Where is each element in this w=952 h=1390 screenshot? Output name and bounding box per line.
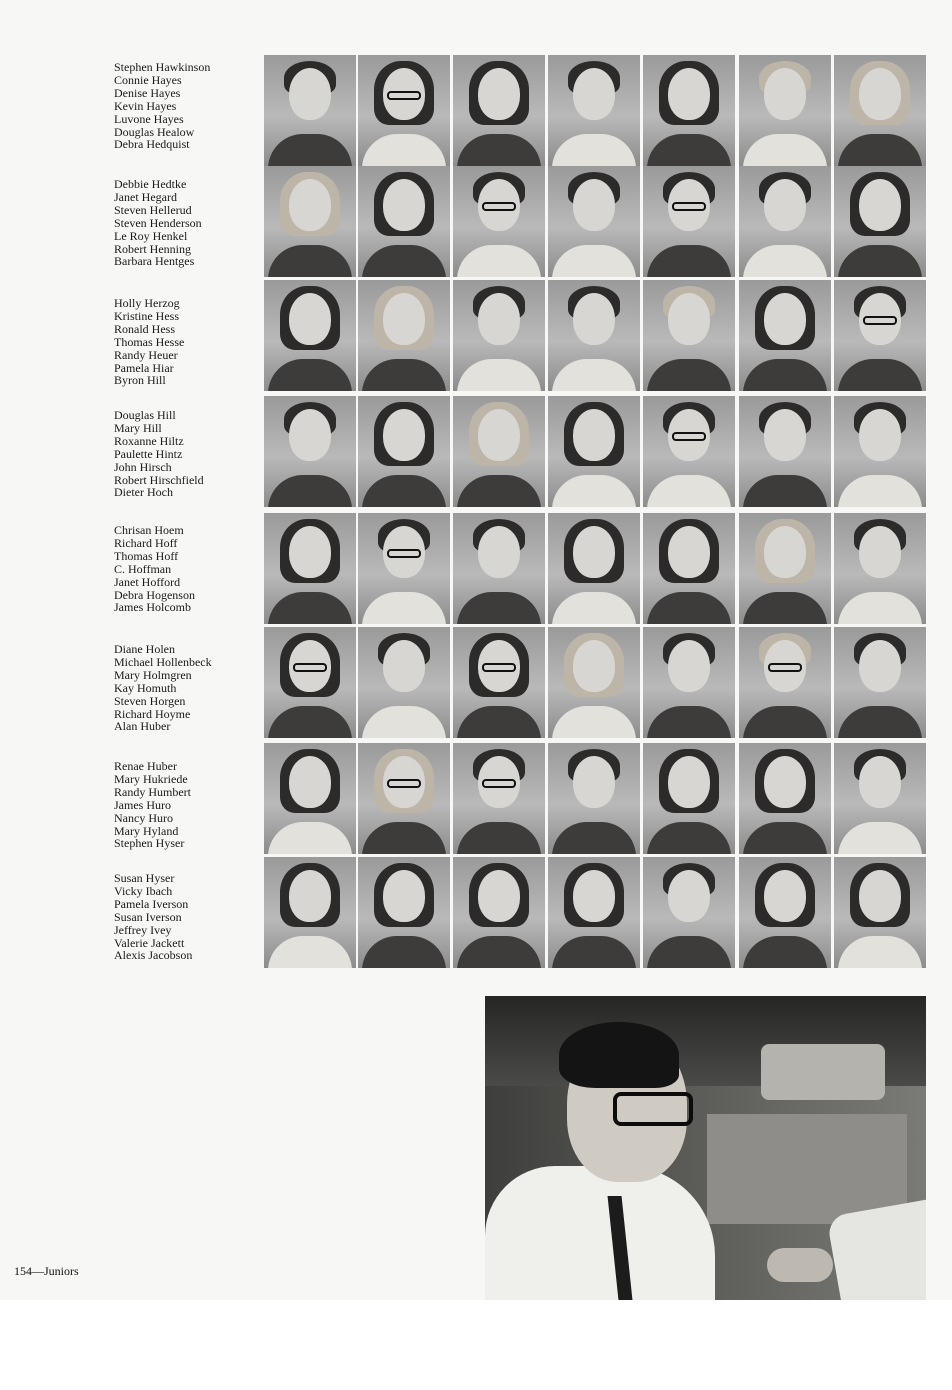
- student-name: Robert Henning: [114, 241, 191, 256]
- student-portrait: [643, 280, 735, 391]
- student-portrait: [739, 627, 831, 738]
- portrait-row: [264, 627, 926, 738]
- student-name: Kristine Hess: [114, 308, 179, 323]
- student-portrait: [358, 55, 450, 166]
- student-name: James Huro: [114, 797, 171, 812]
- student-portrait: [548, 55, 640, 166]
- student-name: Dieter Hoch: [114, 485, 173, 500]
- student-portrait: [358, 743, 450, 854]
- student-portrait: [834, 513, 926, 624]
- student-name: Janet Hegard: [114, 189, 177, 204]
- student-name: Randy Humbert: [114, 784, 191, 799]
- student-name: Susan Hyser: [114, 871, 175, 885]
- student-name: Pamela Iverson: [114, 896, 189, 911]
- student-portrait: [739, 280, 831, 391]
- student-name: Susan Iverson: [114, 909, 182, 924]
- student-name: James Holcomb: [114, 600, 191, 615]
- student-name: John Hirsch: [114, 459, 172, 474]
- student-name: Kevin Hayes: [114, 98, 177, 113]
- candid-typewriter: [761, 1044, 885, 1100]
- glasses-icon: [387, 91, 421, 100]
- student-portrait: [834, 396, 926, 507]
- student-portrait: [739, 396, 831, 507]
- student-name: Steven Hellerud: [114, 202, 192, 217]
- portrait-row: [264, 55, 926, 166]
- student-portrait: [358, 513, 450, 624]
- student-portrait: [453, 166, 545, 277]
- student-portrait: [264, 743, 356, 854]
- candid-glasses: [613, 1092, 693, 1126]
- student-name: Steven Horgen: [114, 693, 186, 708]
- student-name: Byron Hill: [114, 373, 166, 388]
- student-name: Le Roy Henkel: [114, 228, 188, 243]
- student-name: Mary Hukriede: [114, 771, 188, 786]
- candid-shirt: [485, 1166, 715, 1300]
- student-portrait: [264, 396, 356, 507]
- glasses-icon: [482, 779, 516, 788]
- student-name: Mary Hyland: [114, 823, 179, 838]
- glasses-icon: [672, 432, 706, 441]
- portrait-row: [264, 396, 926, 507]
- student-name: Luvone Hayes: [114, 111, 184, 126]
- student-portrait: [834, 857, 926, 968]
- portrait-row: [264, 857, 926, 968]
- student-portrait: [643, 857, 735, 968]
- name-list: [114, 872, 192, 962]
- student-name: Denise Hayes: [114, 85, 181, 100]
- student-portrait: [358, 627, 450, 738]
- student-portrait: [453, 55, 545, 166]
- student-name: Steven Henderson: [114, 215, 202, 230]
- candid-hand: [767, 1248, 833, 1282]
- student-portrait: [358, 166, 450, 277]
- student-name: Mary Hill: [114, 420, 162, 435]
- glasses-icon: [293, 663, 327, 672]
- student-name: Paulette Hintz: [114, 446, 183, 461]
- student-portrait: [834, 743, 926, 854]
- student-portrait: [643, 513, 735, 624]
- glasses-icon: [387, 779, 421, 788]
- student-portrait: [264, 627, 356, 738]
- student-portrait: [358, 857, 450, 968]
- student-portrait: [264, 280, 356, 391]
- student-name: Mary Holmgren: [114, 667, 192, 682]
- student-portrait: [548, 280, 640, 391]
- student-portrait: [453, 280, 545, 391]
- student-portrait: [739, 55, 831, 166]
- name-list: [114, 178, 202, 268]
- student-portrait: [834, 166, 926, 277]
- student-name: Debra Hogenson: [114, 587, 195, 602]
- student-portrait: [264, 166, 356, 277]
- student-portrait: [643, 743, 735, 854]
- student-name: Richard Hoyme: [114, 706, 191, 721]
- student-portrait: [548, 166, 640, 277]
- portrait-row: [264, 743, 926, 854]
- student-name: Stephen Hawkinson: [114, 60, 211, 74]
- student-name: Diane Holen: [114, 642, 175, 656]
- student-portrait: [739, 857, 831, 968]
- student-name: Renae Huber: [114, 759, 177, 773]
- student-name: Ronald Hess: [114, 321, 175, 336]
- student-name: Douglas Healow: [114, 124, 195, 139]
- student-portrait: [548, 627, 640, 738]
- student-name: Debra Hedquist: [114, 137, 190, 152]
- student-portrait: [643, 55, 735, 166]
- student-portrait: [264, 55, 356, 166]
- student-portrait: [264, 513, 356, 624]
- student-portrait: [739, 513, 831, 624]
- student-portrait: [548, 857, 640, 968]
- student-portrait: [834, 280, 926, 391]
- candid-hair: [559, 1022, 679, 1088]
- glasses-icon: [672, 202, 706, 211]
- student-name: Barbara Hentges: [114, 254, 195, 269]
- name-list: [114, 409, 204, 499]
- student-portrait: [834, 627, 926, 738]
- student-name: Kay Homuth: [114, 680, 177, 695]
- student-portrait: [548, 396, 640, 507]
- student-portrait: [548, 743, 640, 854]
- glasses-icon: [387, 549, 421, 558]
- glasses-icon: [863, 316, 897, 325]
- glasses-icon: [482, 663, 516, 672]
- student-portrait: [453, 396, 545, 507]
- glasses-icon: [768, 663, 802, 672]
- student-name: Nancy Huro: [114, 810, 173, 825]
- name-list: [114, 643, 212, 733]
- student-name: Pamela Hiar: [114, 360, 174, 375]
- student-name: Roxanne Hiltz: [114, 433, 184, 448]
- student-name: Thomas Hesse: [114, 334, 185, 349]
- student-portrait: [739, 166, 831, 277]
- student-name: Robert Hirschfield: [114, 472, 204, 487]
- student-portrait: [643, 166, 735, 277]
- student-portrait: [264, 857, 356, 968]
- name-list: [114, 61, 210, 151]
- student-portrait: [548, 513, 640, 624]
- student-name: Chrisan Hoem: [114, 523, 184, 537]
- student-name: Alan Huber: [114, 719, 171, 734]
- portrait-row: [264, 513, 926, 624]
- student-portrait: [453, 627, 545, 738]
- student-name: Randy Heuer: [114, 347, 178, 362]
- student-portrait: [453, 743, 545, 854]
- student-name: Janet Hofford: [114, 574, 181, 589]
- student-name: Stephen Hyser: [114, 836, 185, 851]
- name-list: [114, 297, 184, 387]
- student-name: Douglas Hill: [114, 408, 176, 422]
- student-name: Thomas Hoff: [114, 548, 179, 563]
- student-portrait: [358, 280, 450, 391]
- student-name: Michael Hollenbeck: [114, 654, 212, 669]
- student-name: Richard Hoff: [114, 535, 178, 550]
- glasses-icon: [482, 202, 516, 211]
- student-name: Holly Herzog: [114, 296, 180, 310]
- student-portrait: [834, 55, 926, 166]
- student-name: Connie Hayes: [114, 72, 182, 87]
- student-portrait: [453, 857, 545, 968]
- portrait-row: [264, 280, 926, 391]
- student-name: Alexis Jacobson: [114, 948, 193, 963]
- student-portrait: [643, 627, 735, 738]
- student-portrait: [453, 513, 545, 624]
- name-list: [114, 524, 195, 614]
- student-portrait: [643, 396, 735, 507]
- student-name: Debbie Hedtke: [114, 177, 187, 191]
- portrait-row: [264, 166, 926, 277]
- student-name: Jeffrey Ivey: [114, 922, 172, 937]
- student-portrait: [739, 743, 831, 854]
- student-name: C. Hoffman: [114, 561, 172, 576]
- name-list: [114, 760, 191, 850]
- student-portrait: [358, 396, 450, 507]
- student-name: Vicky Ibach: [114, 883, 173, 898]
- student-name: Valerie Jackett: [114, 935, 185, 950]
- candid-photo-teacher: [485, 996, 926, 1300]
- page-folio: 154—Juniors: [14, 1264, 79, 1278]
